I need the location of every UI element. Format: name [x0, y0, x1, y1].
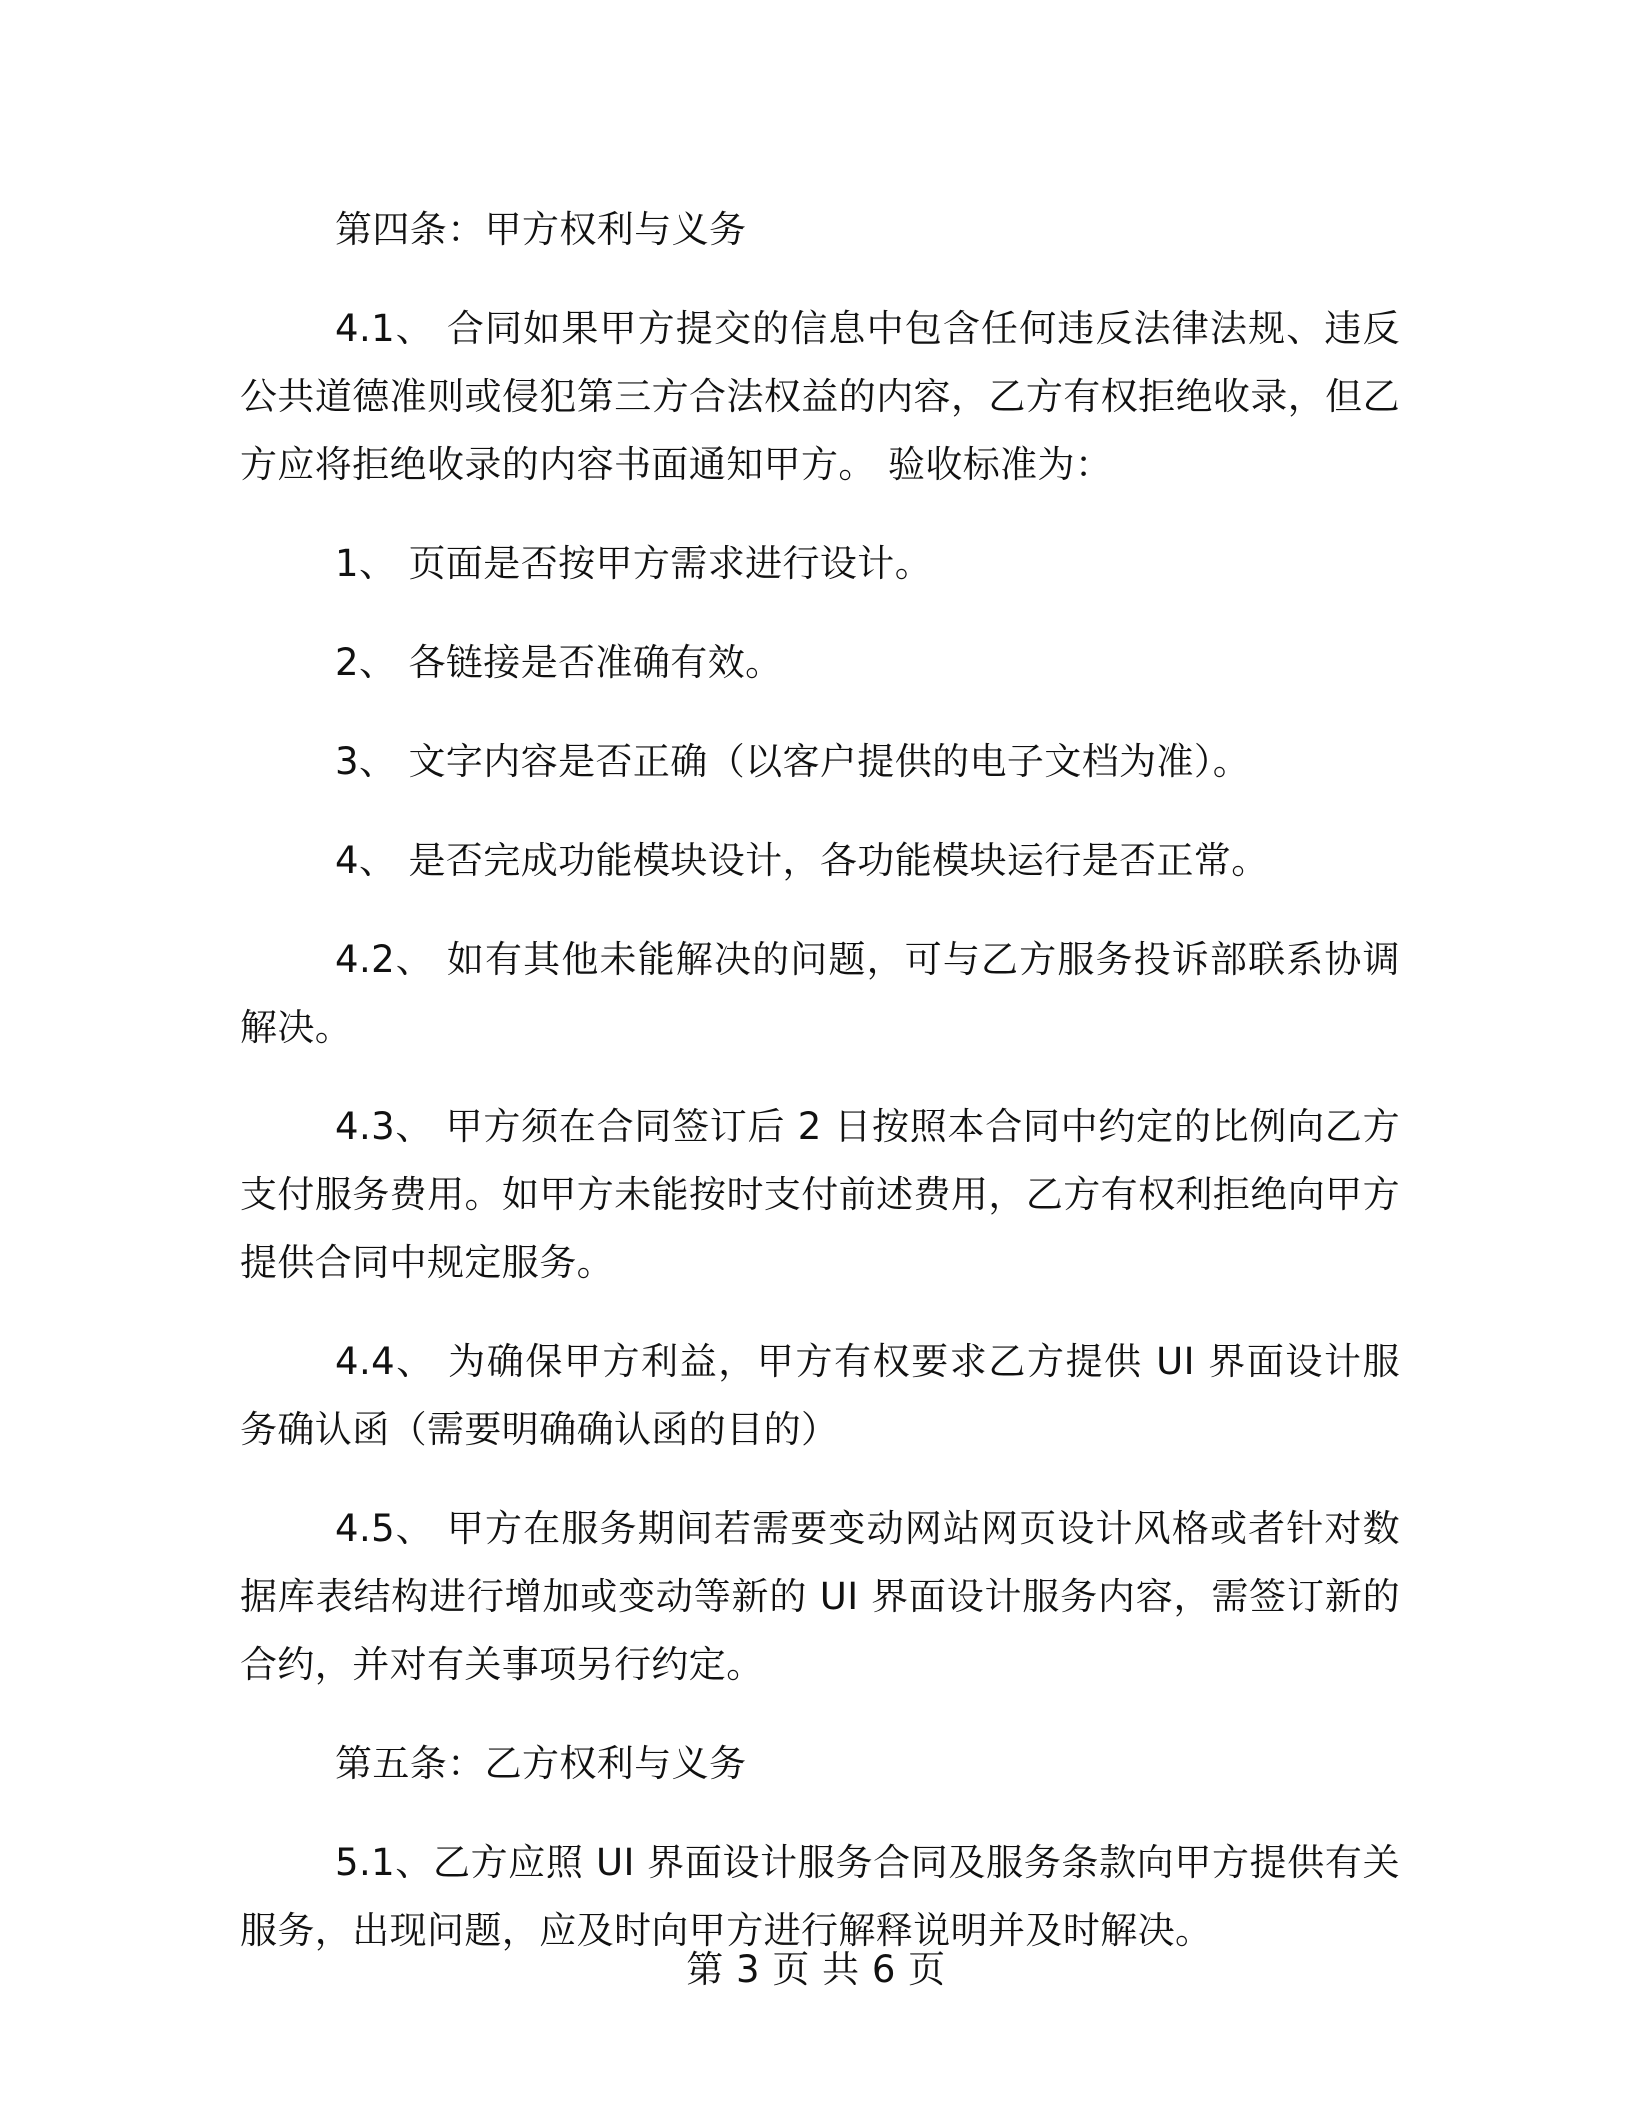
section-heading-article-5: 第五条：乙方权利与义务: [335, 1742, 747, 1785]
acceptance-criterion-1: 1、 页面是否按甲方需求进行设计。: [335, 542, 933, 585]
acceptance-criterion-3: 3、 文字内容是否正确（以客户提供的电子文档为准）。: [335, 740, 1251, 783]
document-body: [240, 196, 1400, 1996]
clause-4-4: 4.4、 为确保甲方利益，甲方有权要求乙方提供 UI 界面设计服务确认函（需要明确确认函的目的）: [240, 1340, 1400, 1451]
page-number-footer: 第 3 页 共 6 页: [686, 1948, 946, 1991]
acceptance-criterion-2: 2、 各链接是否准确有效。: [335, 641, 783, 684]
clause-4-2: 4.2、 如有其他未能解决的问题，可与乙方服务投诉部联系协调解决。: [240, 938, 1400, 1049]
acceptance-criterion-4: 4、 是否完成功能模块设计，各功能模块运行是否正常。: [335, 839, 1269, 882]
section-heading-article-4: 第四条：甲方权利与义务: [335, 208, 747, 251]
clause-4-5: 4.5、 甲方在服务期间若需要变动网站网页设计风格或者针对数据库表结构进行增加或变动等新的 UI 界面设计服务内容，需签订新的合约，并对有关事项另行约定。: [240, 1507, 1400, 1686]
clause-5-1: 5.1、乙方应照 UI 界面设计服务合同及服务条款向甲方提供有关服务，出现问题，应及时向甲方进行解释说明并及时解决。: [240, 1841, 1400, 1952]
clause-4-3: 4.3、 甲方须在合同签订后 2 日按照本合同中约定的比例向乙方支付服务费用。如甲方未能按时支付前述费用，乙方有权利拒绝向甲方提供合同中规定服务。: [240, 1105, 1400, 1284]
clause-4-1: 4.1、 合同如果甲方提交的信息中包含任何违反法律法规、违反公共道德准则或侵犯第三方合法权益的内容，乙方有权拒绝收录，但乙方应将拒绝收录的内容书面通知甲方。 验收标准为：: [240, 307, 1400, 486]
